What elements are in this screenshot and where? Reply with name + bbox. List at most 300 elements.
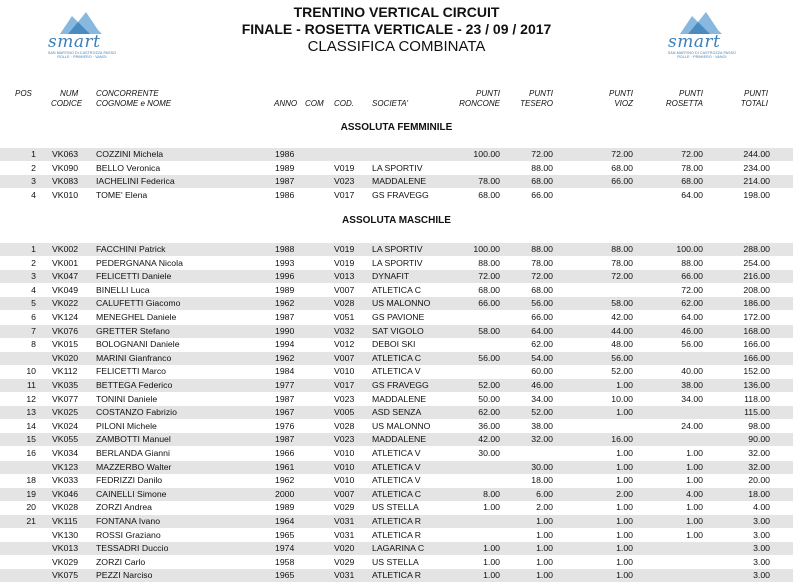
cell-num-codice: VK020 <box>52 352 79 363</box>
cell-punti-tesero: 68.00 <box>531 176 553 187</box>
cell-num-codice: VK033 <box>52 475 79 486</box>
logo-subtitle: SAN MARTINO DI CASTROZZA PASSO ROLLE · PRIMIERO · VANOI <box>667 51 737 59</box>
cell-punti-tesero: 38.00 <box>531 420 553 431</box>
cell-punti-tesero: 56.00 <box>531 298 553 309</box>
cell-punti-rosetta: 38.00 <box>681 380 703 390</box>
table-row <box>0 515 793 528</box>
cell-punti-roncone: 88.00 <box>478 257 500 268</box>
cell-punti-tesero: 66.00 <box>531 189 553 200</box>
cell-societa: LA SPORTIV <box>372 162 423 173</box>
cell-punti-totali: 288.00 <box>743 244 770 254</box>
cell-punti-tesero: 34.00 <box>531 393 553 404</box>
cell-punti-tesero: 1.00 <box>536 529 553 540</box>
cell-cognome-nome: BERLANDA Gianni <box>96 448 170 458</box>
cell-punti-totali: 186.00 <box>743 298 770 309</box>
cell-societa: US STELLA <box>372 502 419 513</box>
cell-societa: MADDALENE <box>372 176 427 187</box>
cell-num-codice: VK124 <box>52 312 79 322</box>
cell-pos: 8 <box>31 339 36 350</box>
cell-punti-tesero: 62.00 <box>531 339 553 350</box>
table-row <box>0 243 793 256</box>
cell-punti-vioz: 66.00 <box>611 176 633 187</box>
cell-pos: 4 <box>31 189 36 200</box>
cell-punti-totali: 4.00 <box>753 502 770 513</box>
cell-cognome-nome: GRETTER Stefano <box>96 325 170 336</box>
cell-pos: 11 <box>26 380 36 390</box>
cell-punti-roncone: 56.00 <box>478 352 500 363</box>
cell-num-codice: VK077 <box>52 393 79 404</box>
cell-punti-totali: 172.00 <box>743 312 770 322</box>
cell-cod: V019 <box>334 162 355 173</box>
cell-punti-totali: 234.00 <box>743 162 770 173</box>
cell-punti-rosetta: 1.00 <box>686 516 703 526</box>
cell-punti-totali: 136.00 <box>743 380 770 390</box>
cell-punti-roncone: 62.00 <box>478 407 500 418</box>
cell-societa: GS PAVIONE <box>372 312 425 322</box>
cell-punti-rosetta: 68.00 <box>681 176 703 187</box>
cell-num-codice: VK024 <box>52 420 79 431</box>
cell-punti-totali: 18.00 <box>748 488 770 499</box>
cell-punti-totali: 198.00 <box>743 189 770 200</box>
cell-num-codice: VK090 <box>52 162 79 173</box>
cell-punti-vioz: 88.00 <box>611 244 633 254</box>
cell-num-codice: VK075 <box>52 570 79 581</box>
cell-cognome-nome: BETTEGA Federico <box>96 380 173 390</box>
cell-cod: V023 <box>334 434 355 445</box>
cell-punti-roncone: 8.00 <box>483 488 500 499</box>
cell-punti-vioz: 48.00 <box>611 339 633 350</box>
cell-pos: 21 <box>26 516 36 526</box>
cell-punti-vioz: 1.00 <box>616 516 633 526</box>
cell-punti-totali: 244.00 <box>743 149 770 159</box>
cell-pos: 2 <box>31 257 36 268</box>
cell-punti-totali: 166.00 <box>743 352 770 363</box>
section-title-maschile: ASSOLUTA MASCHILE <box>342 215 451 226</box>
cell-punti-rosetta: 88.00 <box>681 257 703 268</box>
cell-punti-rosetta: 1.00 <box>686 461 703 472</box>
cell-societa: ATLETICA V <box>372 461 421 472</box>
cell-cognome-nome: PEZZI Narciso <box>96 570 153 581</box>
cell-cognome-nome: COSTANZO Fabrizio <box>96 407 177 418</box>
cell-societa: ATLETICA V <box>372 448 421 458</box>
cell-num-codice: VK115 <box>52 516 78 526</box>
cell-punti-roncone: 66.00 <box>478 298 500 309</box>
cell-cognome-nome: FELICETTI Daniele <box>96 271 172 282</box>
cell-cognome-nome: MENEGHEL Daniele <box>96 312 177 322</box>
cell-anno: 1962 <box>275 298 295 309</box>
cell-punti-tesero: 6.00 <box>536 488 553 499</box>
cell-anno: 1984 <box>275 366 295 377</box>
cell-anno: 1986 <box>275 189 295 200</box>
cell-punti-totali: 118.00 <box>744 393 770 404</box>
cell-pos: 6 <box>31 312 36 322</box>
table-row <box>0 393 793 406</box>
table-row <box>0 338 793 351</box>
cell-num-codice: VK046 <box>52 488 79 499</box>
cell-punti-totali: 115.00 <box>744 407 770 418</box>
table-row <box>0 501 793 514</box>
cell-punti-rosetta: 24.00 <box>681 420 703 431</box>
cell-cod: V032 <box>334 325 355 336</box>
cell-pos: 18 <box>26 475 36 486</box>
cell-punti-totali: 98.00 <box>748 420 770 431</box>
cell-punti-rosetta: 46.00 <box>681 325 703 336</box>
cell-pos: 5 <box>31 298 36 309</box>
cell-cognome-nome: BELLO Veronica <box>96 162 161 173</box>
cell-cod: V020 <box>334 543 355 554</box>
title-ranking: CLASSIFICA COMBINATA <box>307 38 486 55</box>
cell-punti-totali: 152.00 <box>743 366 770 377</box>
cell-punti-roncone: 1.00 <box>483 502 500 513</box>
cell-societa: US STELLA <box>372 556 419 567</box>
header-com: COM <box>305 99 324 108</box>
cell-punti-tesero: 72.00 <box>531 271 553 282</box>
cell-cognome-nome: FEDRIZZI Danilo <box>96 475 163 486</box>
cell-punti-tesero: 1.00 <box>536 516 553 526</box>
cell-punti-vioz: 1.00 <box>616 543 633 554</box>
cell-anno: 1961 <box>275 461 295 472</box>
cell-cognome-nome: FACCHINI Patrick <box>96 244 166 254</box>
cell-punti-roncone: 58.00 <box>478 325 500 336</box>
table-row <box>0 379 793 392</box>
cell-punti-roncone: 72.00 <box>478 271 500 282</box>
header-punti-rosetta: PUNTI <box>679 89 703 98</box>
cell-punti-vioz: 10.00 <box>611 393 633 404</box>
table-row <box>0 325 793 338</box>
cell-punti-rosetta: 72.00 <box>681 149 703 159</box>
cell-punti-totali: 3.00 <box>753 556 770 567</box>
cell-cognome-nome: PILONI Michele <box>96 420 157 431</box>
cell-anno: 1958 <box>275 556 295 567</box>
cell-cognome-nome: IACHELINI Federica <box>96 176 175 187</box>
cell-punti-roncone: 30.00 <box>478 448 500 458</box>
cell-punti-vioz: 1.00 <box>616 448 633 458</box>
cell-punti-totali: 90.00 <box>748 434 770 445</box>
cell-punti-vioz: 68.00 <box>611 162 633 173</box>
cell-cod: V023 <box>334 393 355 404</box>
cell-cod: V007 <box>334 284 355 295</box>
logo-brand: smart <box>48 32 101 52</box>
cell-societa: SAT VIGOLO <box>372 325 424 336</box>
cell-anno: 1988 <box>275 244 295 254</box>
cell-punti-roncone: 52.00 <box>478 380 500 390</box>
cell-societa: MADDALENE <box>372 393 427 404</box>
cell-societa: ATLETICA C <box>372 284 422 295</box>
cell-punti-roncone: 78.00 <box>478 176 500 187</box>
cell-cod: V031 <box>334 529 355 540</box>
cell-punti-roncone: 42.00 <box>478 434 500 445</box>
cell-cod: V010 <box>334 461 355 472</box>
cell-pos: 2 <box>31 162 36 173</box>
cell-punti-roncone: 1.00 <box>483 570 500 581</box>
cell-pos: 1 <box>31 244 36 254</box>
cell-pos: 20 <box>26 502 36 513</box>
cell-punti-tesero: 18.00 <box>531 475 553 486</box>
cell-societa: ATLETICA C <box>372 488 422 499</box>
cell-societa: MADDALENE <box>372 434 427 445</box>
cell-cod: V029 <box>334 556 355 567</box>
table-row <box>0 556 793 569</box>
table-row <box>0 175 793 188</box>
cell-cod: V005 <box>334 407 355 418</box>
cell-num-codice: VK123 <box>52 461 79 472</box>
cell-cognome-nome: PEDERGNANA Nicola <box>96 257 183 268</box>
table-row <box>0 162 793 175</box>
cell-punti-vioz: 42.00 <box>611 312 633 322</box>
cell-cod: V028 <box>334 298 355 309</box>
cell-cognome-nome: TOME' Elena <box>96 189 148 200</box>
cell-punti-totali: 168.00 <box>743 325 770 336</box>
cell-punti-tesero: 66.00 <box>531 312 553 322</box>
table-row <box>0 257 793 270</box>
cell-punti-totali: 32.00 <box>748 461 770 472</box>
section-title-femminile: ASSOLUTA FEMMINILE <box>340 122 453 133</box>
table-row <box>0 529 793 542</box>
cell-anno: 1967 <box>275 407 295 418</box>
table-row <box>0 148 793 161</box>
cell-anno: 1965 <box>275 529 295 540</box>
cell-societa: LAGARINA C <box>372 543 425 554</box>
cell-punti-tesero: 88.00 <box>531 244 553 254</box>
cell-punti-rosetta: 66.00 <box>681 271 703 282</box>
cell-punti-totali: 216.00 <box>743 271 770 282</box>
cell-punti-totali: 3.00 <box>753 529 770 540</box>
cell-num-codice: VK029 <box>52 556 79 567</box>
cell-punti-vioz: 1.00 <box>616 407 633 418</box>
cell-punti-rosetta: 56.00 <box>681 339 703 350</box>
cell-punti-vioz: 1.00 <box>616 380 633 390</box>
logo-brand: smart <box>668 32 721 52</box>
table-row <box>0 365 793 378</box>
table-row <box>0 447 793 460</box>
cell-num-codice: VK015 <box>52 339 79 350</box>
cell-punti-vioz: 72.00 <box>611 149 633 159</box>
table-row <box>0 189 793 202</box>
cell-anno: 1964 <box>275 516 295 526</box>
cell-punti-vioz: 1.00 <box>616 556 633 567</box>
cell-punti-tesero: 72.00 <box>531 149 553 159</box>
cell-cognome-nome: COZZINI Michela <box>96 149 164 159</box>
cell-cognome-nome: ROSSI Graziano <box>96 529 161 540</box>
cell-punti-vioz: 16.00 <box>611 434 633 445</box>
cell-num-codice: VK002 <box>52 244 79 254</box>
cell-punti-totali: 208.00 <box>743 284 770 295</box>
cell-societa: ATLETICA V <box>372 366 421 377</box>
cell-punti-tesero: 1.00 <box>536 556 553 567</box>
header-punti-vioz: PUNTI <box>609 89 633 98</box>
cell-punti-tesero: 30.00 <box>531 461 553 472</box>
cell-num-codice: VK025 <box>52 407 79 418</box>
cell-punti-vioz: 1.00 <box>616 461 633 472</box>
cell-anno: 1996 <box>275 271 295 282</box>
table-row <box>0 542 793 555</box>
cell-punti-vioz: 2.00 <box>616 488 633 499</box>
cell-punti-roncone: 1.00 <box>483 543 500 554</box>
cell-punti-rosetta: 78.00 <box>681 162 703 173</box>
cell-societa: LA SPORTIV <box>372 257 423 268</box>
cell-societa: GS FRAVEGG <box>372 380 429 390</box>
cell-anno: 1965 <box>275 570 295 581</box>
cell-punti-vioz: 1.00 <box>616 570 633 581</box>
cell-anno: 1962 <box>275 475 295 486</box>
cell-anno: 1987 <box>275 312 295 322</box>
cell-punti-rosetta: 1.00 <box>686 502 703 513</box>
cell-anno: 1962 <box>275 352 295 363</box>
logo-subtitle: SAN MARTINO DI CASTROZZA PASSO ROLLE · PRIMIERO · VANOI <box>47 51 117 59</box>
cell-cod: V010 <box>334 448 355 458</box>
cell-cognome-nome: MAZZERBO Walter <box>96 461 172 472</box>
header-punti-tesero: PUNTI <box>529 89 553 98</box>
cell-punti-tesero: 52.00 <box>531 407 553 418</box>
cell-punti-roncone: 68.00 <box>478 284 500 295</box>
cell-cod: V031 <box>334 570 355 581</box>
cell-pos: 15 <box>26 434 36 445</box>
cell-pos: 14 <box>26 420 36 431</box>
cell-cod: V051 <box>334 312 355 322</box>
cell-cognome-nome: TESSADRI Duccio <box>96 543 169 554</box>
cell-cod: V013 <box>334 271 355 282</box>
cell-cognome-nome: TONINI Daniele <box>96 393 158 404</box>
cell-cognome-nome: FONTANA Ivano <box>96 516 161 526</box>
cell-punti-roncone: 50.00 <box>478 393 500 404</box>
table-row <box>0 352 793 365</box>
cell-cod: V007 <box>334 488 355 499</box>
header-cognome-nome: COGNOME e NOME <box>96 99 172 108</box>
cell-punti-tesero: 64.00 <box>531 325 553 336</box>
cell-punti-roncone: 100.00 <box>473 244 500 254</box>
cell-num-codice: VK112 <box>52 366 78 377</box>
cell-punti-totali: 32.00 <box>748 448 770 458</box>
table-row <box>0 433 793 446</box>
cell-cognome-nome: BINELLI Luca <box>96 284 150 295</box>
header-codice: CODICE <box>51 99 83 108</box>
cell-punti-roncone: 100.00 <box>473 149 500 159</box>
cell-cod: V028 <box>334 420 355 431</box>
cell-pos: 1 <box>31 149 36 159</box>
cell-num-codice: VK063 <box>52 149 79 159</box>
cell-cod: V012 <box>334 339 355 350</box>
cell-punti-totali: 3.00 <box>753 543 770 554</box>
cell-anno: 1974 <box>275 543 295 554</box>
cell-societa: ATLETICA V <box>372 475 421 486</box>
cell-punti-rosetta: 62.00 <box>681 298 703 309</box>
cell-num-codice: VK001 <box>52 257 79 268</box>
cell-punti-tesero: 54.00 <box>531 352 553 363</box>
cell-punti-rosetta: 1.00 <box>686 475 703 486</box>
cell-punti-tesero: 46.00 <box>531 380 553 390</box>
cell-societa: ATLETICA R <box>372 516 422 526</box>
header-num: NUM <box>60 89 79 98</box>
cell-societa: ATLETICA R <box>372 570 422 581</box>
cell-pos: 3 <box>31 176 36 187</box>
table-row <box>0 569 793 582</box>
header-roncone: RONCONE <box>459 99 500 108</box>
document-title-block <box>0 4 793 55</box>
cell-punti-rosetta: 100.00 <box>676 244 703 254</box>
cell-num-codice: VK034 <box>52 448 79 458</box>
cell-cognome-nome: CALUFETTI Giacomo <box>96 298 181 309</box>
cell-punti-rosetta: 40.00 <box>681 366 703 377</box>
cell-anno: 1990 <box>275 325 295 336</box>
cell-punti-vioz: 1.00 <box>616 502 633 513</box>
cell-cognome-nome: BOLOGNANI Daniele <box>96 339 180 350</box>
header-cod: COD. <box>334 99 354 108</box>
cell-anno: 1993 <box>275 257 295 268</box>
table-row <box>0 406 793 419</box>
cell-societa: ASD SENZA <box>372 407 422 418</box>
cell-punti-tesero: 78.00 <box>531 257 553 268</box>
table-row <box>0 284 793 297</box>
cell-cod: V019 <box>334 257 355 268</box>
header-tesero: TESERO <box>520 99 553 108</box>
cell-anno: 1994 <box>275 339 295 350</box>
cell-cognome-nome: CAINELLI Simone <box>96 488 167 499</box>
cell-punti-tesero: 68.00 <box>531 284 553 295</box>
cell-num-codice: VK083 <box>52 176 79 187</box>
cell-pos: 4 <box>31 284 36 295</box>
cell-punti-rosetta: 64.00 <box>681 189 703 200</box>
cell-num-codice: VK010 <box>52 189 79 200</box>
cell-anno: 1987 <box>275 176 295 187</box>
table-row <box>0 461 793 474</box>
cell-cognome-nome: MARINI Gianfranco <box>96 352 172 363</box>
table-row <box>0 297 793 310</box>
cell-punti-rosetta: 4.00 <box>686 488 703 499</box>
cell-anno: 1977 <box>275 380 295 390</box>
cell-punti-roncone: 68.00 <box>478 189 500 200</box>
header-anno: ANNO <box>274 99 298 108</box>
cell-punti-vioz: 52.00 <box>611 366 633 377</box>
header-rosetta: ROSETTA <box>665 99 703 108</box>
cell-pos: 13 <box>26 407 36 418</box>
cell-punti-vioz: 44.00 <box>611 325 633 336</box>
cell-punti-vioz: 72.00 <box>611 271 633 282</box>
cell-num-codice: VK049 <box>52 284 79 295</box>
cell-anno: 1989 <box>275 502 295 513</box>
header-pos: POS <box>15 89 32 98</box>
header-vioz: VIOZ <box>614 99 633 108</box>
cell-cod: V017 <box>334 380 355 390</box>
cell-societa: ATLETICA R <box>372 529 422 540</box>
cell-pos: 3 <box>31 271 36 282</box>
cell-num-codice: VK076 <box>52 325 79 336</box>
header-societa: SOCIETA' <box>372 99 409 108</box>
cell-societa: DYNAFIT <box>372 271 410 282</box>
header-concorrente: CONCORRENTE <box>96 89 159 98</box>
table-row <box>0 270 793 283</box>
cell-punti-vioz: 78.00 <box>611 257 633 268</box>
cell-num-codice: VK013 <box>52 543 79 554</box>
cell-punti-totali: 20.00 <box>748 475 770 486</box>
cell-punti-tesero: 60.00 <box>531 366 553 377</box>
cell-pos: 19 <box>26 488 36 499</box>
cell-anno: 2000 <box>275 488 295 499</box>
cell-cod: V010 <box>334 366 355 377</box>
title-event: FINALE - ROSETTA VERTICALE - 23 / 09 / 2017 <box>241 21 552 37</box>
cell-punti-vioz: 58.00 <box>611 298 633 309</box>
cell-cod: V019 <box>334 244 355 254</box>
cell-anno: 1976 <box>275 420 295 431</box>
cell-anno: 1986 <box>275 149 295 159</box>
cell-societa: US MALONNO <box>372 420 431 431</box>
header-punti-roncone: PUNTI <box>476 89 500 98</box>
cell-punti-roncone: 1.00 <box>483 556 500 567</box>
cell-cod: V007 <box>334 352 355 363</box>
cell-anno: 1989 <box>275 162 295 173</box>
cell-societa: US MALONNO <box>372 298 431 309</box>
cell-anno: 1987 <box>275 393 295 404</box>
cell-num-codice: VK022 <box>52 298 79 309</box>
